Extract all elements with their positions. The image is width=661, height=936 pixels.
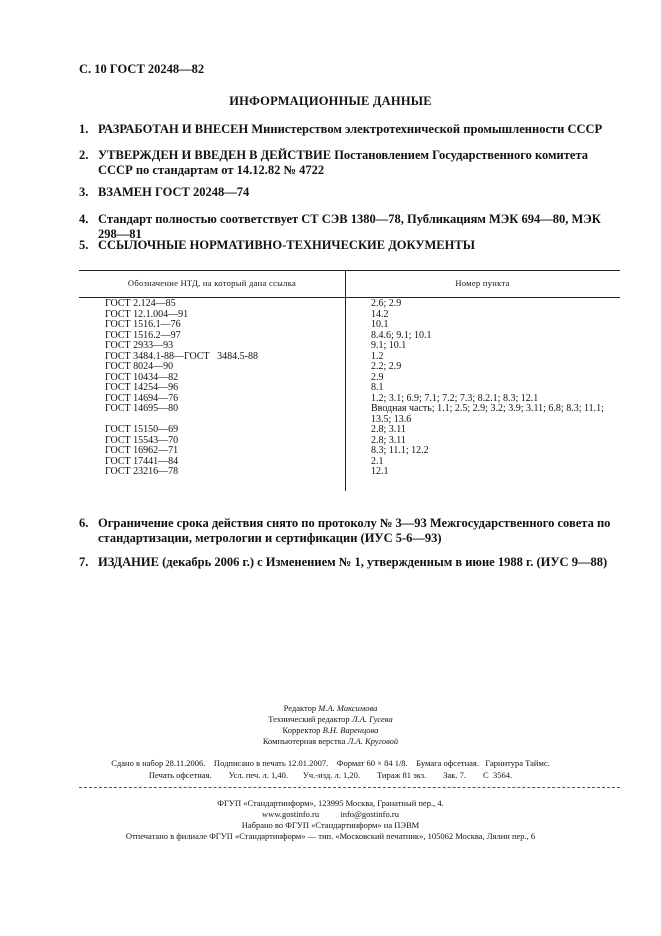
item-number: 6. [79,516,89,530]
table-cell-ntd: ГОСТ 14254—96 [105,382,179,393]
credit-name: Л.А. Круговой [347,736,399,746]
table-cell-ntd: ГОСТ 14694—76 [105,392,179,404]
credit-role: Корректор [282,725,323,735]
item-regular-text: Стандарт полностью соответствует СТ СЭВ 1380—78, Публикациям МЭК 694—80, МЭК 298—81 [98,212,601,241]
table-cell-item: 2.8; 3.11 [371,424,406,435]
item-text [98,122,619,137]
table-cell-item: 8.1 [371,382,384,393]
table-column-divider [345,270,346,491]
table-cell-ntd: ГОСТ 10434—82 [105,371,179,383]
item-bold-text: ИЗДАНИЕ [98,555,159,569]
item-regular-text: Постановлением Государственного комитета СССР по стандартам от 14.12.82 № 4722 [98,148,588,177]
item-regular-text: (декабрь 2006 г.) с Изменением № 1, утвержденным в июне 1988 г. (ИУС 9—88) [158,555,608,569]
ntd-column [105,299,343,478]
table-cell-ntd: ГОСТ 1516.1—76 [105,319,181,330]
table-cell-ntd: ГОСТ 15543—70 [105,434,179,446]
item-text [98,555,619,570]
table-cell-item: 12.1 [371,466,389,477]
item-number: 7. [79,555,89,569]
publisher-line: Отпечатано в филиале ФГУП «Стандартинформ» — тип. «Московский печатник», 105062 Москва, Лялин пер., 6 [125,831,536,841]
credit-role: Редактор [283,703,319,713]
table-cell-ntd: ГОСТ 17441—84 [105,455,179,467]
item-bold-text: УТВЕРЖДЕН И ВВЕДЕН В ДЕЙСТВИЕ [98,148,332,162]
table-cell-item: 9.1; 10.1 [371,340,407,351]
item-bold-text: ССЫЛОЧНЫЕ НОРМАТИВНО-ТЕХНИЧЕСКИЕ ДОКУМЕНТЫ [98,238,475,252]
publisher-info [0,798,661,842]
item-number: 3. [79,185,89,199]
table-cell-item: 14.2 [371,308,389,320]
table-cell-ntd: ГОСТ 3484.1-88—ГОСТ 3484.5-88 [105,350,258,362]
credit-editor [0,703,661,714]
editorial-credits [0,703,661,747]
credit-layout [0,736,661,747]
item-text [98,185,619,200]
publisher-line: Набрано во ФГУП «Стандартинформ» на ПЭВМ [241,820,420,830]
item-regular-text: Министерством электротехнической промышленности СССР [248,122,603,136]
item-text [98,516,619,546]
credit-proofreader [0,725,661,736]
table-cell-ntd: ГОСТ 12.1.004—91 [105,308,189,320]
credit-role: Технический редактор [268,714,352,724]
publisher-line: www.gostinfo.ru info@gostinfo.ru [262,809,399,819]
table-cell-item: 8.4.6; 9.1; 10.1 [371,329,432,341]
table-cell-item: 8.3; 11.1; 12.2 [371,445,429,456]
publisher-line: ФГУП «Стандартинформ», 123995 Москва, Гранатный пер., 4. [217,798,444,808]
table-cell-ntd: ГОСТ 14695—80 [105,403,179,414]
table-header-ntd: Обозначение НТД, на который дана ссылка [127,278,297,288]
table-cell-ntd: ГОСТ 15150—69 [105,424,179,435]
item-bold-text: РАЗРАБОТАН И ВНЕСЕН [98,122,249,136]
table-cell-item: 2.8; 3.11 [371,434,406,446]
table-cell-item: 2.2; 2.9 [371,361,402,372]
table-cell-item: 1.2; 3.1; 6.9; 7.1; 7.2; 7.3; 8.2.1; 8.3; 12.1 [371,392,539,404]
table-cell-ntd: ГОСТ 2.124—85 [105,298,176,309]
item-text [98,238,619,253]
item-regular-text: Ограничение срока действия снято по протоколу № 3—93 Межгосударственного совета по стандартизации, метрологии и сертификации (ИУС 5-6—93) [98,516,611,545]
credit-name: В.Н. Варенцова [322,725,379,735]
item-text [98,148,619,178]
item-bold-text: ВЗАМЕН ГОСТ 20248—74 [98,185,250,199]
table-cell-item: 1.2 [371,350,384,362]
print-details-line: Сдано в набор 28.11.2006. Подписано в печать 12.01.2007. Формат 60 × 84 1/8. Бумага офсетная. Гарнитура Таймс. [111,758,550,768]
print-details [0,757,661,781]
table-top-rule [79,270,620,271]
page-header: С. 10 ГОСТ 20248—82 [79,62,205,76]
table-cell-ntd: ГОСТ 1516.2—97 [105,329,181,341]
table-cell-item: 2.1 [371,455,384,467]
table-header-item-number: Номер пункта [455,278,510,288]
table-cell-ntd: ГОСТ 23216—78 [105,466,179,477]
table-cell-ntd: ГОСТ 16962—71 [105,445,179,456]
item-number: 5. [79,238,89,252]
table-cell-item: Вводная часть; 1.1; 2.5; 2.9; 3.2; 3.9; 3.11; 6.8; 8.3; 11.1; 13.5; 13.6 [371,403,604,425]
credit-name: М.А. Максимова [318,703,378,713]
credit-role: Компьютерная верстка [262,736,348,746]
table-cell-ntd: ГОСТ 8024—90 [105,361,174,372]
item-number: 4. [79,212,89,226]
table-cell-item: 10.1 [371,319,389,330]
dashed-separator [79,787,620,788]
table-cell-ntd: ГОСТ 2933—93 [105,340,174,351]
table-cell-item: 2.6; 2.9 [371,298,402,309]
section-title: ИНФОРМАЦИОННЫЕ ДАННЫЕ [229,94,432,108]
table-cell-item: 2.9 [371,371,384,383]
item-number: 1. [79,122,89,136]
item-number: 2. [79,148,89,162]
reference-documents-table [79,270,620,491]
credit-name: Л.А. Гусева [351,714,393,724]
item-number-column [371,299,619,478]
credit-tech-editor [0,714,661,725]
print-details-line: Печать офсетная. Усл. печ. л. 1,40. Уч.-изд. л. 1,20. Тираж 81 экз. Зак. 7. С 3564. [148,770,513,780]
